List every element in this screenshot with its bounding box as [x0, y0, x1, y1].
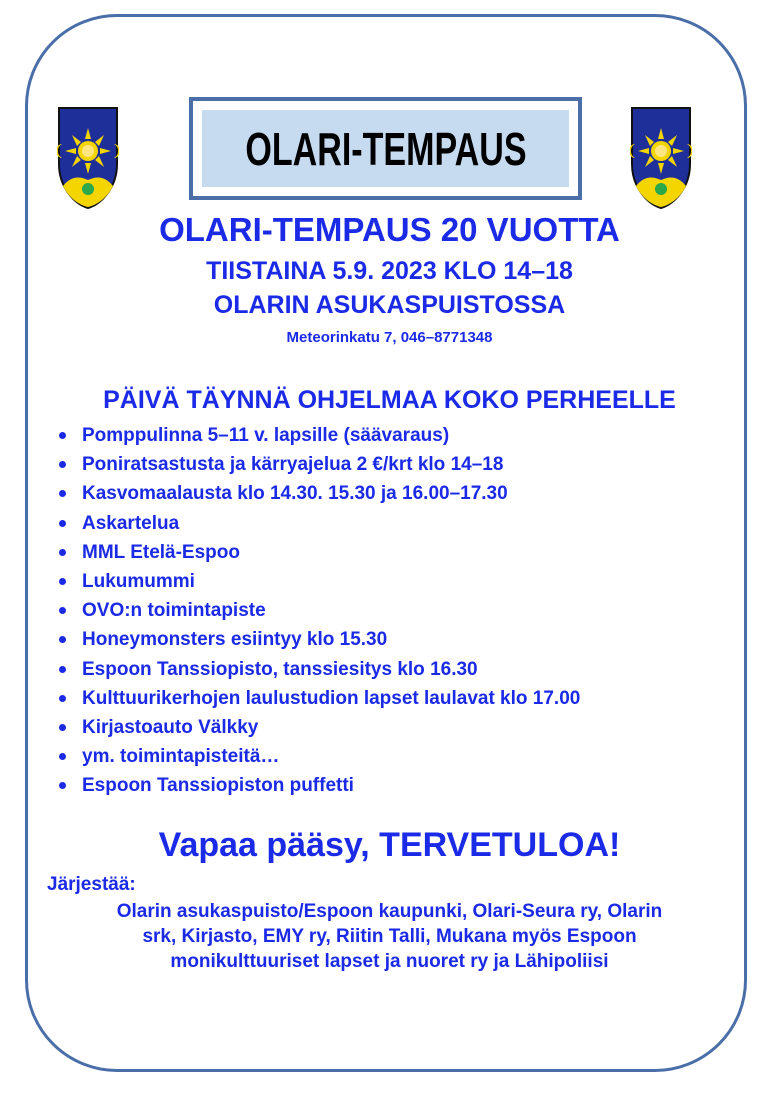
list-item	[58, 684, 580, 713]
bullet-icon	[59, 724, 66, 731]
program-item-label: Espoon Tanssiopiston puffetti	[82, 775, 354, 797]
program-item-label: ym. toimintapisteitä…	[82, 746, 280, 768]
program-item-label: Honeymonsters esiintyy klo 15.30	[82, 629, 388, 651]
bullet-icon	[59, 782, 66, 789]
coat-of-arms-icon	[630, 106, 692, 210]
list-item	[58, 479, 580, 508]
bullet-icon	[59, 578, 66, 585]
list-item	[58, 596, 580, 625]
program-item-label: Kasvomaalausta klo 14.30. 15.30 ja 16.00–17.30	[82, 483, 508, 505]
title-banner	[189, 97, 582, 200]
program-item-label: Lukumummi	[82, 570, 195, 592]
organizer-line: Olarin asukaspuisto/Espoon kaupunki, Olari-Seura ry, Olarin	[116, 901, 663, 922]
list-item	[58, 713, 580, 742]
program-list	[58, 421, 580, 800]
bullet-icon	[59, 432, 66, 439]
bullet-icon	[59, 753, 66, 760]
list-item	[58, 625, 580, 654]
program-item-label: Kulttuurikerhojen laulustudion lapset laulavat klo 17.00	[82, 687, 581, 709]
list-item	[58, 655, 580, 684]
program-item-label: OVO:n toimintapiste	[82, 600, 266, 622]
bullet-icon	[59, 607, 66, 614]
program-item-label: MML Etelä-Espoo	[82, 541, 240, 563]
list-item	[58, 742, 580, 771]
organizer-list	[30, 899, 749, 974]
list-item	[58, 567, 580, 596]
program-title: PÄIVÄ TÄYNNÄ OHJELMAA KOKO PERHEELLE	[103, 386, 676, 414]
list-item	[58, 450, 580, 479]
bullet-icon	[59, 695, 66, 702]
bullet-icon	[59, 666, 66, 673]
organizer-line: srk, Kirjasto, EMY ry, Riitin Talli, Mukana myös Espoon	[142, 926, 637, 947]
bullet-icon	[59, 636, 66, 643]
event-place: OLARIN ASUKASPUISTOSSA	[213, 291, 566, 319]
list-item	[58, 771, 580, 800]
event-headline: OLARI-TEMPAUS 20 VUOTTA	[159, 211, 620, 248]
program-item-label: Askartelua	[82, 512, 180, 534]
welcome-text: Vapaa pääsy, TERVETULOA!	[158, 826, 621, 864]
program-item-label: Pomppulinna 5–11 v. lapsille (säävaraus)	[82, 425, 450, 446]
organizer-line: monikulttuuriset lapset ja nuoret ry ja Lähipoliisi	[170, 951, 609, 972]
bullet-icon	[59, 549, 66, 556]
bullet-icon	[59, 461, 66, 468]
banner-title: OLARI-TEMPAUS	[244, 122, 527, 175]
event-date: TIISTAINA 5.9. 2023 KLO 14–18	[206, 257, 573, 285]
organizer-label: Järjestää:	[47, 874, 136, 895]
list-item	[58, 538, 580, 567]
event-address: Meteorinkatu 7, 046–8771348	[286, 329, 493, 346]
title-banner-fill	[202, 110, 569, 187]
program-item-label: Espoon Tanssiopisto, tanssiesitys klo 16.30	[82, 658, 478, 680]
program-item-label: Poniratsastusta ja kärryajelua 2 €/krt klo 14–18	[82, 454, 504, 476]
list-item	[58, 421, 580, 450]
list-item	[58, 509, 580, 538]
coat-of-arms-icon	[57, 106, 119, 210]
bullet-icon	[59, 490, 66, 497]
program-item-label: Kirjastoauto Välkky	[82, 716, 259, 738]
bullet-icon	[59, 520, 66, 527]
